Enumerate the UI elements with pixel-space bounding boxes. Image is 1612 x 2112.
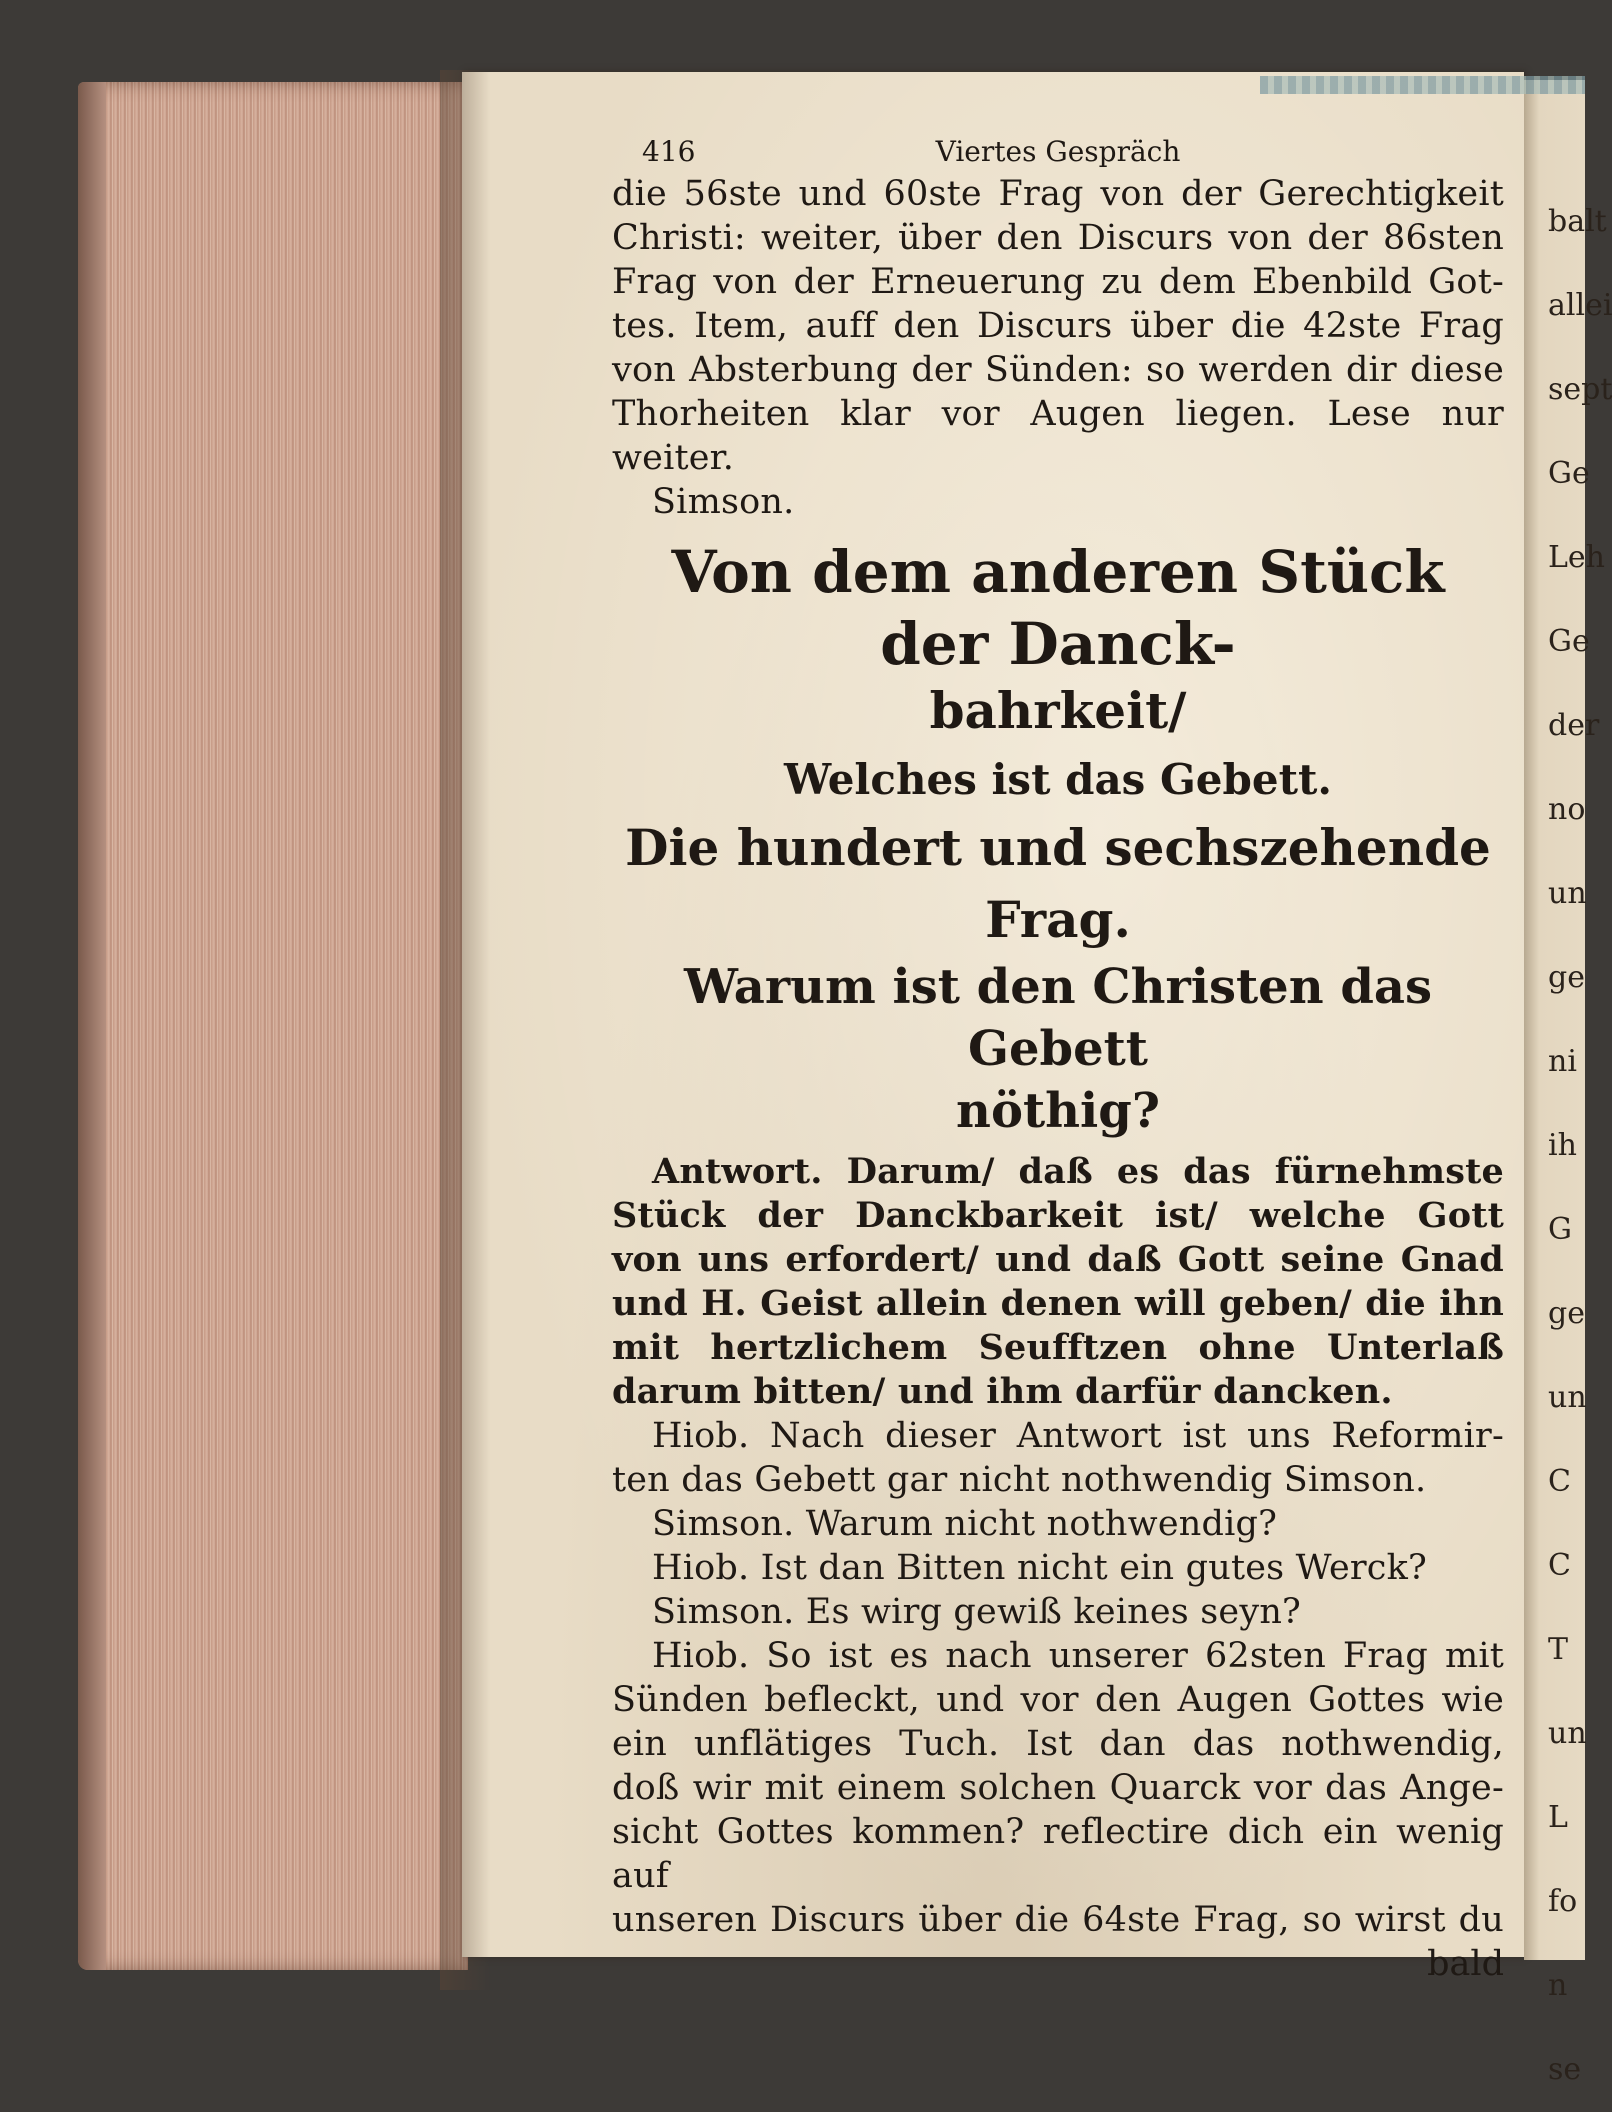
facing-page-fragment: un: [1548, 1380, 1587, 1415]
book-fore-edge: [78, 82, 468, 1970]
facing-page-fragment: balt: [1548, 204, 1607, 239]
facing-page-fragment: der: [1548, 708, 1600, 743]
speaker-label: Simson.: [652, 482, 795, 522]
facing-page-fragment: G: [1548, 1212, 1572, 1247]
text-line: Christi: weiter, über den Discurs von der 86sten: [612, 218, 1504, 258]
facing-page-fragment: ge: [1548, 1296, 1585, 1331]
dialogue-line: Hiob. Ist dan Bitten nicht ein gutes Werck?: [652, 1548, 1427, 1588]
answer-line: Stück der Danckbarkeit ist/ welche Gott: [612, 1195, 1504, 1236]
text-line: die 56ste und 60ste Frag von der Gerechtigkeit: [612, 174, 1504, 214]
dialogue-line: Simson. Es wirg gewiß keines seyn?: [652, 1592, 1302, 1632]
page-gutter-shadow: [440, 70, 490, 1990]
facing-page-fragment: no: [1548, 792, 1586, 827]
dialogue-line: Hiob. So ist es nach unserer 62sten Frag mit: [652, 1636, 1504, 1676]
answer-line: und H. Geist allein denen will geben/ die ihn: [612, 1283, 1504, 1324]
facing-page-fragment: ni: [1548, 1044, 1577, 1079]
facing-page-fragment: fo: [1548, 1884, 1578, 1919]
running-head: [612, 132, 1504, 172]
question-heading: Warum ist den Christen das Gebett: [683, 959, 1433, 1077]
text-line: von Absterbung der Sünden: so werden dir diese: [612, 350, 1504, 390]
dialogue-line: unseren Discurs über die 64ste Frag, so wirst du: [612, 1900, 1504, 1940]
text-line: Thorheiten klar vor Augen liegen. Lese nur weiter.: [612, 394, 1504, 478]
facing-page-fragment: allei: [1548, 288, 1612, 323]
facing-page-fragment: Ge: [1548, 624, 1590, 659]
facing-page-fragment: Ge: [1548, 456, 1590, 491]
answer-line: von uns erfordert/ und daß Gott seine Gnad: [612, 1239, 1504, 1280]
answer-line: Antwort. Darum/ daß es das fürnehmste: [652, 1151, 1504, 1192]
running-title: Viertes Gespräch: [935, 135, 1181, 168]
dialogue-line: Simson. Warum nicht nothwendig?: [652, 1504, 1278, 1544]
dialogue-line: ein unflätiges Tuch. Ist dan das nothwendig,: [612, 1724, 1504, 1764]
page-number: 416: [642, 135, 696, 168]
section-subheading: Welches ist das Gebett.: [783, 755, 1333, 804]
question-heading-cont: nöthig?: [956, 1083, 1160, 1139]
page-text-block: [612, 132, 1504, 1986]
facing-page-fragment: un: [1548, 876, 1587, 911]
facing-page-fragment: T: [1548, 1632, 1569, 1667]
answer-line: darum bitten/ und ihm darfür dancken.: [612, 1371, 1393, 1412]
answer-line: mit hertzlichem Seufftzen ohne Unterlaß: [612, 1327, 1504, 1368]
facing-page-fragment: ge: [1548, 960, 1585, 995]
facing-page-fragment: n: [1548, 1968, 1568, 2003]
facing-page-text: [1548, 180, 1612, 2112]
dialogue-line: sicht Gottes kommen? reflectire dich ein wenig auf: [612, 1812, 1504, 1896]
facing-page-fragment: se: [1548, 2052, 1582, 2087]
section-heading: Von dem anderen Stück der Danck-: [671, 538, 1445, 678]
book-cover-edge: [78, 82, 106, 1970]
text-line: Frag von der Erneuerung zu dem Ebenbild Got-: [612, 262, 1504, 302]
dialogue-line: Hiob. Nach dieser Antwort ist uns Reformir-: [652, 1416, 1504, 1456]
section-heading-cont: bahrkeit/: [929, 681, 1187, 740]
facing-page-top-edge: [1260, 76, 1585, 94]
facing-page-fragment: sept: [1548, 372, 1612, 407]
text-line: tes. Item, auff den Discurs über die 42ste Frag: [612, 306, 1504, 346]
facing-page-fragment: C: [1548, 1548, 1571, 1583]
dialogue-line: doß wir mit einem solchen Quarck vor das Ange-: [612, 1768, 1504, 1808]
facing-page-fragment: Leh: [1548, 540, 1605, 575]
dialogue-line: Sünden befleckt, und vor den Augen Gottes wie: [612, 1680, 1504, 1720]
facing-page-fragment: un: [1548, 1716, 1587, 1751]
facing-page-fragment: C: [1548, 1464, 1571, 1499]
catchword: bald: [1427, 1944, 1504, 1984]
facing-page-fragment: ih: [1548, 1128, 1577, 1163]
question-number-heading: Die hundert und sechszehende Frag.: [625, 818, 1491, 949]
facing-page-fragment: L: [1548, 1800, 1568, 1835]
dialogue-line: ten das Gebett gar nicht nothwendig Simson.: [612, 1460, 1427, 1500]
